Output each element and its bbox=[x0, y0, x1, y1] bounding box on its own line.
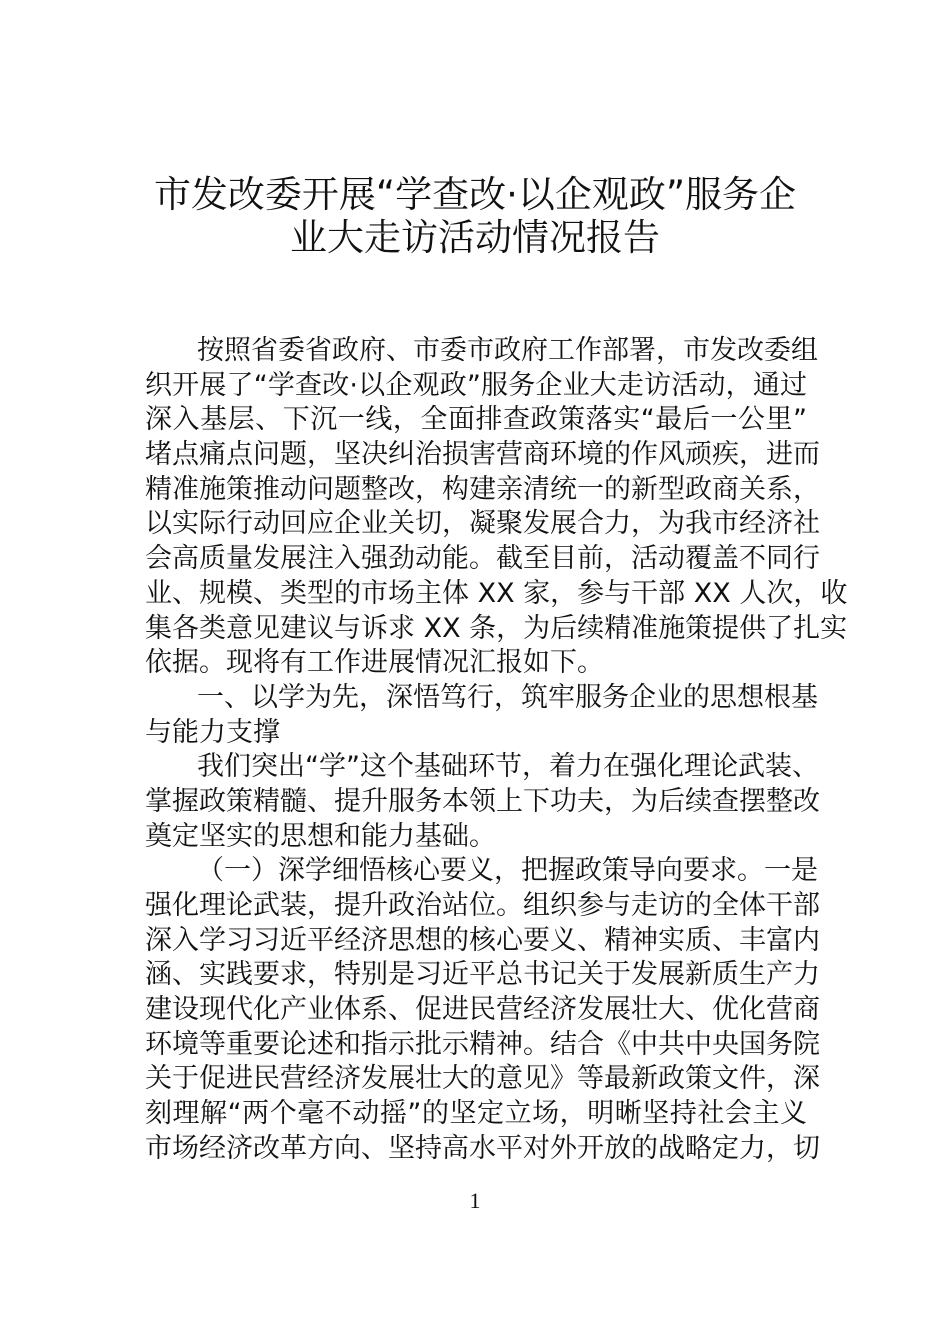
text-line: 刻理解“两个毫不动摇”的坚定立场，明晰坚持社会主义 bbox=[145, 1098, 807, 1130]
text-line: 涵、实践要求，特别是习近平总书记关于发展新质生产力 bbox=[145, 959, 820, 991]
text-line: 以实际行动回应企业关切，凝聚发展合力，为我市经济社 bbox=[145, 508, 820, 540]
document-title-line-1: 市发改委开展“学查改·以企观政”服务企 bbox=[153, 173, 797, 216]
page-number: 1 bbox=[469, 1188, 481, 1213]
text-line: 业、规模、类型的市场主体 XX 家，参与干部 XX 人次，收 bbox=[145, 577, 848, 609]
text-line: 堵点痛点问题，坚决纠治损害营商环境的作风顽疾，进而 bbox=[145, 439, 820, 471]
section-heading-line: 一、以学为先，深悟笃行，筑牢服务企业的思想根基 bbox=[197, 681, 818, 713]
document-title-line-2: 业大走访活动情况报告 bbox=[290, 216, 660, 259]
text-line: 精准施策推动问题整改，构建亲清统一的新型政商关系， bbox=[145, 473, 820, 505]
text-line: 依据。现将有工作进展情况汇报如下。 bbox=[145, 647, 604, 679]
paragraph bbox=[145, 334, 848, 681]
text-line: 集各类意见建议与诉求 XX 条，为后续精准施策提供了扎实 bbox=[145, 612, 848, 644]
text-line: 织开展了“学查改·以企观政”服务企业大走访活动，通过 bbox=[145, 369, 807, 401]
text-line: 环境等重要论述和指示批示精神。结合《中共中央国务院 bbox=[145, 1028, 820, 1060]
section-heading-line: 与能力支撑 bbox=[145, 716, 280, 748]
text-line: 我们突出“学”这个基础环节，着力在强化理论武装、 bbox=[197, 751, 819, 783]
text-line: 奠定坚实的思想和能力基础。 bbox=[145, 820, 496, 852]
text-line: 建设现代化产业体系、促进民营经济发展壮大、优化营商 bbox=[145, 994, 820, 1026]
paragraph bbox=[145, 681, 818, 750]
document-body bbox=[145, 334, 848, 1167]
paragraph bbox=[145, 750, 820, 854]
paragraph bbox=[145, 854, 820, 1166]
text-line: （一）深学细悟核心要义，把握政策导向要求。一是 bbox=[197, 855, 818, 887]
text-line: 市场经济改革方向、坚持高水平对外开放的战略定力，切 bbox=[145, 1132, 820, 1164]
text-line: 深入学习习近平经济思想的核心要义、精神实质、丰富内 bbox=[145, 924, 820, 956]
text-line: 掌握政策精髓、提升服务本领上下功夫，为后续查摆整改 bbox=[145, 785, 820, 817]
text-line: 按照省委省政府、市委市政府工作部署，市发改委组 bbox=[197, 335, 818, 366]
text-line: 会高质量发展注入强劲动能。截至目前，活动覆盖不同行 bbox=[145, 543, 820, 575]
text-line: 关于促进民营经济发展壮大的意见》等最新政策文件，深 bbox=[145, 1063, 820, 1095]
text-line: 强化理论武装，提升政治站位。组织参与走访的全体干部 bbox=[145, 890, 820, 921]
text-line: 深入基层、下沉一线，全面排查政策落实“最后一公里” bbox=[145, 404, 807, 436]
